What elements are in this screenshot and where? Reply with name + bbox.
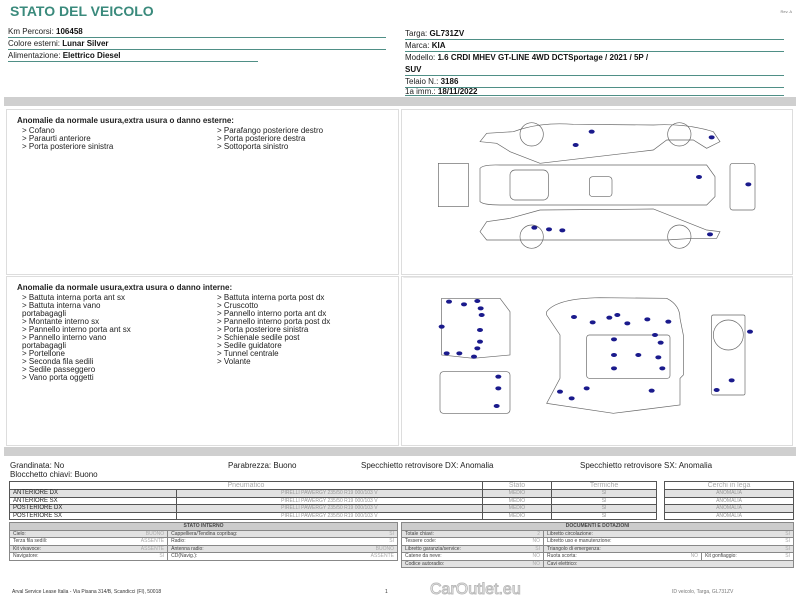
damage-marker <box>531 226 537 230</box>
documenti-table <box>401 522 794 568</box>
kv-row <box>10 530 398 538</box>
rim-row <box>665 505 794 513</box>
kv-value: 2 <box>517 530 543 538</box>
damage-marker <box>747 330 753 334</box>
damage-marker <box>559 228 565 232</box>
rim-status: ANOMALIA <box>665 490 794 498</box>
info-targa <box>405 29 784 40</box>
kv-value: ASSENTE <box>331 553 398 561</box>
damage-marker <box>444 351 450 355</box>
kv-label: Antenna radio: <box>168 545 331 553</box>
damage-item: > Pannello interno vano <box>22 333 107 342</box>
kv-row <box>10 545 398 553</box>
kv-label: Terza fila sedili: <box>10 538 101 546</box>
tyre-termiche: SI <box>552 497 657 505</box>
damage-item: > Porta posteriore sinistra <box>22 142 114 151</box>
info-modello-cont <box>405 65 784 76</box>
tyres-table <box>9 481 657 520</box>
damage-item: portabagagli <box>22 341 67 350</box>
condition-parabrezza: Parabrezza: Buono <box>228 461 297 470</box>
label: Km Percorsi: <box>8 27 54 36</box>
damage-marker <box>635 353 641 357</box>
tyre-stato: MEDIO <box>482 512 551 520</box>
internal-damage-panel <box>6 276 399 446</box>
kv-row <box>10 538 398 546</box>
damage-marker <box>655 355 661 359</box>
value: KIA <box>431 41 446 50</box>
kv-value: NO <box>676 553 702 561</box>
label: 1a imm.: <box>405 87 436 96</box>
damage-marker <box>546 227 552 231</box>
damage-marker <box>658 341 664 345</box>
internal-col2 <box>217 294 412 382</box>
damage-markers <box>439 130 753 408</box>
damage-item: > Battuta interna vano <box>22 301 101 310</box>
damage-marker <box>571 315 577 319</box>
interior-outline <box>440 298 745 414</box>
tyre-model: PIRELLI PAWERGY 235/50 R19 000/103 V <box>176 490 482 498</box>
rims-table <box>664 481 794 520</box>
damage-marker <box>446 300 452 304</box>
label: Targa: <box>405 29 428 38</box>
kv-label: Kit vivavoce: <box>10 545 101 553</box>
damage-marker <box>471 355 477 359</box>
damage-item: > Volante <box>217 357 251 366</box>
kv-label: Libretto garanzia/service: <box>402 545 518 553</box>
damage-marker <box>652 333 658 337</box>
damage-marker <box>644 317 650 321</box>
tyre-row <box>10 497 657 505</box>
tyre-position: ANTERIORE SX <box>10 497 177 505</box>
damage-item: > Sedile guidatore <box>217 341 282 350</box>
value: Lunar Silver <box>62 39 109 48</box>
kv-value: BUONO <box>101 530 168 538</box>
damage-marker <box>439 325 445 329</box>
info-colore <box>8 39 386 50</box>
value: Elettrico Diesel <box>62 51 121 60</box>
kv-value: SI <box>331 538 398 546</box>
kv-value: SI <box>676 530 794 538</box>
damage-item: > Pannello interno porta post dx <box>217 317 331 326</box>
kv-label: Cavi elettrico: <box>544 560 676 568</box>
documenti-title: DOCUMENTI E DOTAZIONI <box>402 523 794 531</box>
damage-marker <box>624 321 630 325</box>
damage-item: > Battuta interna porta post dx <box>217 293 325 302</box>
damage-marker <box>478 306 484 310</box>
footer-ref: ID veicolo, Targa, GL731ZV <box>672 589 734 595</box>
tyre-row <box>10 512 657 520</box>
tyre-stato: MEDIO <box>482 505 551 513</box>
value: SUV <box>405 65 422 74</box>
kv-label: Kit gonfiaggio: <box>702 553 773 561</box>
damage-item: > Portellone <box>22 349 65 358</box>
damage-item: > Parafango posteriore destro <box>217 126 324 135</box>
damage-marker <box>589 130 595 134</box>
damage-marker <box>729 378 735 382</box>
car-side-left-outline <box>480 209 720 248</box>
damage-item: > Montante interno sx <box>22 317 100 326</box>
kv-label: Triangolo di emergenza: <box>544 545 676 553</box>
kv-label: Codice autoradio: <box>402 560 518 568</box>
damage-marker <box>659 366 665 370</box>
damage-item: > Seconda fila sedili <box>22 357 94 366</box>
damage-item: > Cofano <box>22 126 55 135</box>
kv-row <box>402 553 794 561</box>
damage-item: > Pannello interno porta ant dx <box>217 309 327 318</box>
kv-value: BUONO <box>331 545 398 553</box>
damage-item: > Cruscotto <box>217 301 259 310</box>
condition-specchietto-sx: Specchietto retrovisore SX: Anomalia <box>580 461 713 470</box>
car-top-outline <box>438 163 755 210</box>
kv-value: SI <box>517 545 543 553</box>
kv-value: SI <box>676 538 794 546</box>
tyre-termiche: SI <box>552 490 657 498</box>
damage-marker <box>557 390 563 394</box>
damage-marker <box>495 386 501 390</box>
damage-marker <box>709 135 715 139</box>
value: 1.6 CRDI MHEV GT-LINE 4WD DCTSportage / 2021 / 5P / <box>437 53 649 62</box>
damage-item: > Sottoporta sinistro <box>217 142 289 151</box>
external-col1 <box>22 127 217 151</box>
tyre-model: PIRELLI PAWERGY 235/50 R19 000/103 V <box>176 497 482 505</box>
kv-label: Catene da neve: <box>402 553 518 561</box>
damage-marker <box>611 366 617 370</box>
kv-label: Libretto circolazione: <box>544 530 676 538</box>
damage-marker <box>494 404 500 408</box>
tyre-row <box>10 490 657 498</box>
tyre-position: POSTERIORE DX <box>10 505 177 513</box>
tyre-termiche: SI <box>552 505 657 513</box>
damage-item: > Vano porta oggetti <box>22 373 94 382</box>
info-modello <box>405 53 784 64</box>
damage-marker <box>614 313 620 317</box>
damage-marker <box>606 316 612 320</box>
stato-interno-title: STATO INTERNO <box>10 523 398 531</box>
rim-row <box>665 490 794 498</box>
watermark-logo: CarOutlet.eu <box>430 581 521 598</box>
tyre-stato: MEDIO <box>482 490 551 498</box>
kv-label: Navigatore: <box>10 553 101 561</box>
value: GL731ZV <box>429 29 465 38</box>
info-km <box>8 27 386 38</box>
kv-label: Tessere code: <box>402 538 518 546</box>
label: Telaio N.: <box>405 77 439 86</box>
label: Colore esterni: <box>8 39 61 48</box>
tyre-position: ANTERIORE DX <box>10 490 177 498</box>
kv-value: ASSENTE <box>101 545 168 553</box>
header-pneumatico: Pneumatico <box>10 482 483 490</box>
tyre-position: POSTERIORE SX <box>10 512 177 520</box>
damage-marker <box>696 175 702 179</box>
damage-item: > Paraurti anteriore <box>22 134 91 143</box>
damage-marker <box>479 313 485 317</box>
value: 18/11/2022 <box>437 87 478 96</box>
kv-value: SI <box>331 530 398 538</box>
stato-interno-table <box>9 522 398 561</box>
info-marca <box>405 41 784 52</box>
damage-marker <box>456 351 462 355</box>
kv-label: Cappelliera/Tendina copribag: <box>168 530 331 538</box>
info-alimentazione <box>8 51 258 62</box>
rim-status: ANOMALIA <box>665 497 794 505</box>
rim-row <box>665 497 794 505</box>
kv-label: Ruota scorta: <box>544 553 676 561</box>
damage-item: > Schienale sedile post <box>217 333 300 342</box>
tyre-row <box>10 505 657 513</box>
car-side-right-outline <box>480 123 720 164</box>
condition-specchietto-dx: Specchietto retrovisore DX: Anomalia <box>361 461 494 470</box>
footer-page: 1 <box>385 589 388 595</box>
kv-row <box>402 530 794 538</box>
kv-value: SI <box>676 545 794 553</box>
tyre-model: PIRELLI PAWERGY 235/50 R19 000/103 V <box>176 512 482 520</box>
kv-row <box>402 538 794 546</box>
value: 3186 <box>440 77 459 86</box>
damage-marker <box>611 353 617 357</box>
rim-status: ANOMALIA <box>665 505 794 513</box>
revision-label: Rev. A <box>780 9 792 14</box>
damage-item: > Tunnel centrale <box>217 349 279 358</box>
damage-item: > Sedile passeggero <box>22 365 96 374</box>
kv-value: NO <box>517 538 543 546</box>
damage-marker <box>649 389 655 393</box>
kv-row <box>402 545 794 553</box>
separator-bar-2 <box>4 447 796 456</box>
tyre-stato: MEDIO <box>482 497 551 505</box>
tyre-model: PIRELLI PAWERGY 235/50 R19 000/103 V <box>176 505 482 513</box>
header-stato: Stato <box>482 482 551 490</box>
damage-marker <box>573 143 579 147</box>
rim-status: ANOMALIA <box>665 512 794 520</box>
condition-grandinata: Grandinata: No <box>10 461 65 470</box>
label: Modello: <box>405 53 436 62</box>
damage-marker <box>590 320 596 324</box>
damage-marker <box>714 388 720 392</box>
footer-address: Arval Service Lease Italia - Via Pisana 314/B, Scandicci (FI), 50018 <box>12 589 162 595</box>
internal-col1 <box>22 294 217 382</box>
condition-blocchetto: Blocchetto chiavi: Buono <box>10 470 98 479</box>
kv-label: Cielo: <box>10 530 101 538</box>
kv-label: Radio: <box>168 538 331 546</box>
kv-value <box>676 560 794 568</box>
damage-marker <box>461 302 467 306</box>
label: Alimentazione: <box>8 51 61 60</box>
damage-item: > Pannello interno porta ant sx <box>22 325 131 334</box>
damage-item: > Battuta interna porta ant sx <box>22 293 125 302</box>
damage-item: > Porta posteriore sinistra <box>217 325 309 334</box>
damage-item: portabagagli <box>22 309 67 318</box>
info-immatricolazione <box>405 88 784 96</box>
kv-value: ASSENTE <box>101 538 168 546</box>
damage-marker <box>495 375 501 379</box>
damage-item: > Porta posteriore destra <box>217 134 306 143</box>
damage-marker <box>707 232 713 236</box>
kv-row <box>10 553 398 561</box>
car-damage-diagram <box>400 105 800 445</box>
kv-label: Totale chiavi: <box>402 530 518 538</box>
tyre-termiche: SI <box>552 512 657 520</box>
damage-marker <box>584 386 590 390</box>
external-damage-panel <box>6 109 399 275</box>
kv-value: SI <box>773 553 794 561</box>
damage-marker <box>477 328 483 332</box>
kv-value: SI <box>101 553 168 561</box>
damage-marker <box>477 340 483 344</box>
kv-value: NO <box>517 560 543 568</box>
external-col2 <box>217 127 412 151</box>
damage-marker <box>665 320 671 324</box>
external-title: Anomalie da normale usura,extra usura o danno esterne: <box>17 116 234 125</box>
damage-marker <box>569 396 575 400</box>
kv-row <box>402 560 794 568</box>
page-title: STATO DEL VEICOLO <box>10 3 154 19</box>
kv-label: CD(Navig.): <box>168 553 331 561</box>
damage-marker <box>611 337 617 341</box>
kv-label: Libretto uso e manutenzione: <box>544 538 676 546</box>
header-termiche: Termiche <box>552 482 657 490</box>
damage-marker <box>474 346 480 350</box>
header-cerchi: Cerchi in lega <box>665 482 794 490</box>
internal-title: Anomalie da normale usura,extra usura o danno interne: <box>17 283 233 292</box>
damage-marker <box>474 299 480 303</box>
damage-marker <box>745 182 751 186</box>
rim-row <box>665 512 794 520</box>
kv-value: NO <box>517 553 543 561</box>
value: 106458 <box>56 27 83 36</box>
label: Marca: <box>405 41 430 50</box>
